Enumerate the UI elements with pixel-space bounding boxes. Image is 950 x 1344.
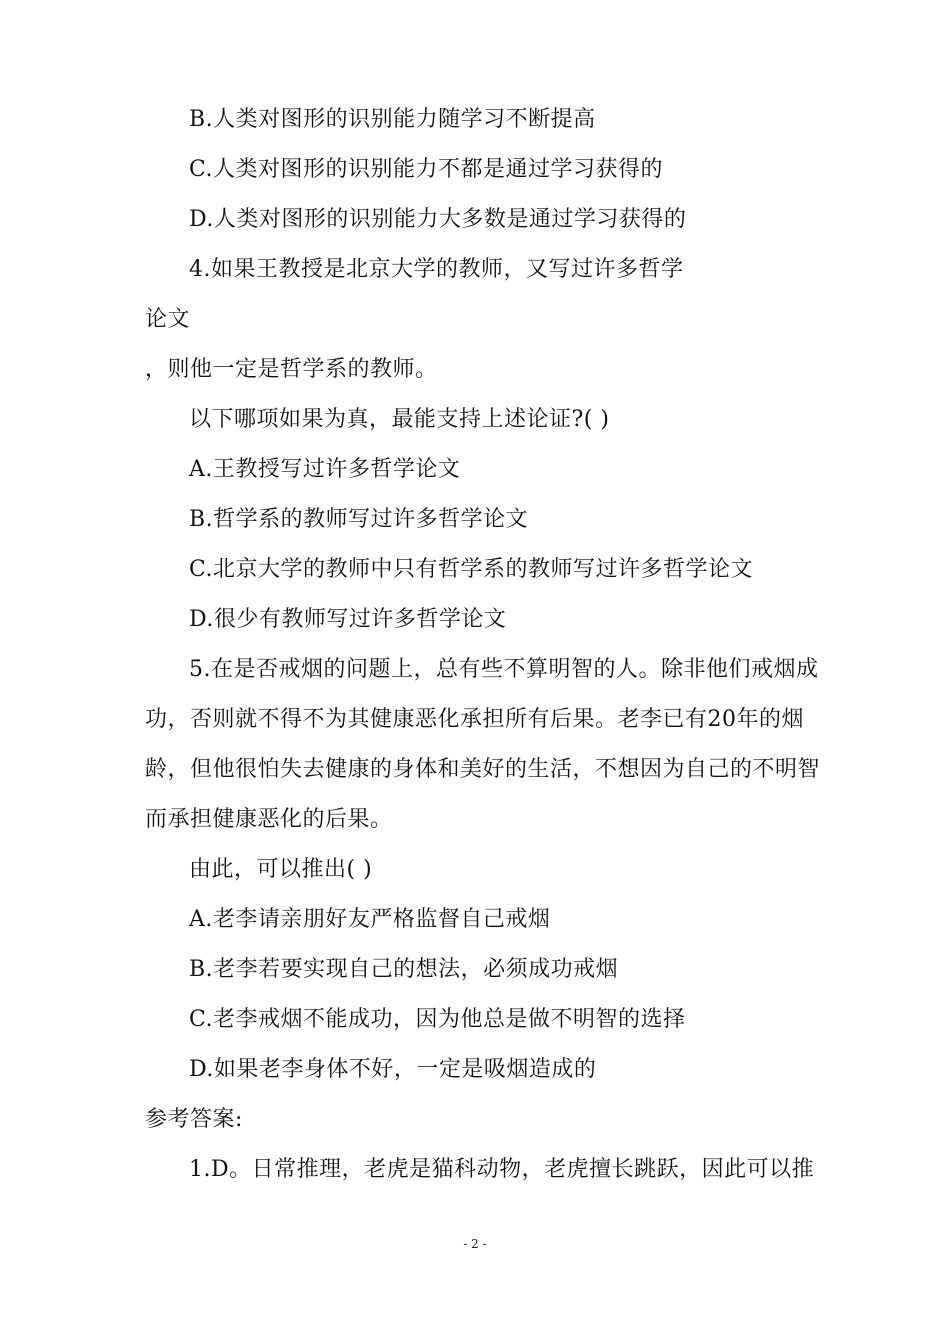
option-3d: D.人类对图形的识别能力大多数是通过学习获得的 — [189, 207, 687, 232]
question-5-prompt: 由此，可以推出( ) — [189, 857, 373, 882]
option-5c: C.老李戒烟不能成功，因为他总是做不明智的选择 — [189, 1007, 686, 1032]
question-5-line-3: 龄，但他很怕失去健康的身体和美好的生活，不想因为自己的不明智 — [145, 757, 821, 782]
option-5b: B.老李若要实现自己的想法，必须成功戒烟 — [189, 957, 619, 982]
question-5-line-2: 功，否则就不得不为其健康恶化承担所有后果。老李已有20年的烟 — [145, 707, 804, 732]
option-4a: A.王教授写过许多哲学论文 — [189, 457, 461, 482]
answer-1-line-1: 1.D。日常推理，老虎是猫科动物，老虎擅长跳跃，因此可以推 — [189, 1157, 815, 1182]
answers-heading: 参考答案: — [145, 1107, 243, 1132]
question-4-line-1: 4.如果王教授是北京大学的教师，又写过许多哲学 — [189, 257, 684, 282]
question-4-prompt: 以下哪项如果为真，最能支持上述论证?( ) — [189, 407, 610, 432]
option-5a: A.老李请亲朋好友严格监督自己戒烟 — [189, 907, 551, 932]
page-number: - 2 - — [463, 1237, 487, 1251]
option-4d: D.很少有教师写过许多哲学论文 — [189, 607, 507, 632]
question-5-line-1: 5.在是否戒烟的问题上，总有些不算明智的人。除非他们戒烟成 — [189, 657, 819, 682]
option-3b: B.人类对图形的识别能力随学习不断提高 — [189, 107, 596, 132]
option-3c: C.人类对图形的识别能力不都是通过学习获得的 — [189, 157, 664, 182]
question-4-line-3: ，则他一定是哲学系的教师。 — [145, 357, 438, 382]
question-5-line-4: 而承担健康恶化的后果。 — [145, 807, 393, 832]
option-4b: B.哲学系的教师写过许多哲学论文 — [189, 507, 529, 532]
question-4-line-2: 论文 — [145, 307, 191, 332]
option-5d: D.如果老李身体不好，一定是吸烟造成的 — [189, 1057, 597, 1082]
option-4c: C.北京大学的教师中只有哲学系的教师写过许多哲学论文 — [189, 557, 754, 582]
